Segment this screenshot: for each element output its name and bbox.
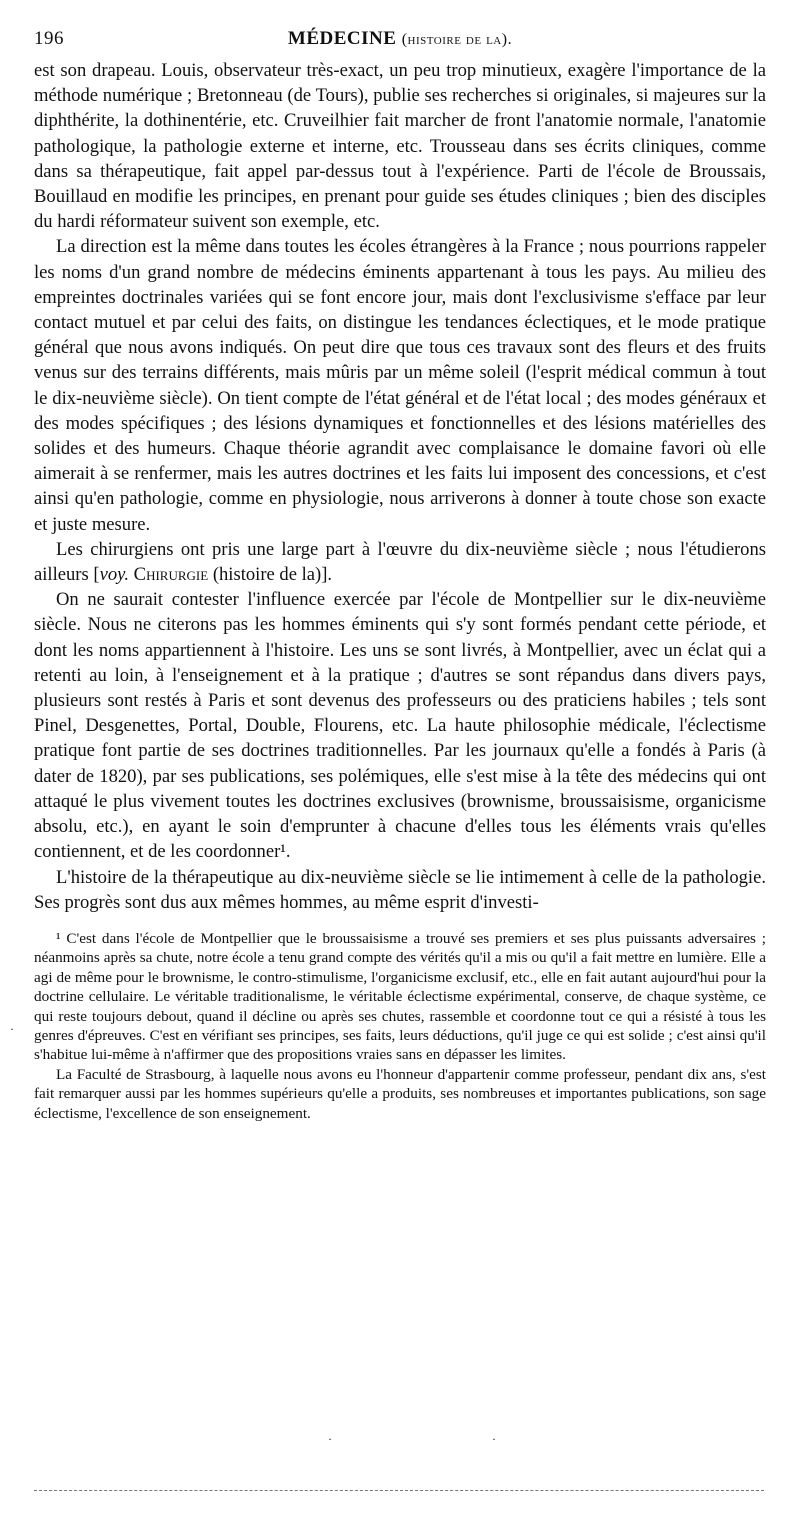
paragraph: La direction est la même dans toutes les écoles étrangères à la France ; nous pourrions rappeler les noms d'un grand nombre de médecins éminents appartenant à tous les pays. Au milieu des empreintes doctrinales variées qui se font encore jour, mais dont l'exclusivisme s'efface par leur contact mutuel et par celui des faits, on distingue les tendances éclectiques, et le mode pratique général que nous avons indiqués. On peut dire que tous ces travaux sont des fleurs et des fruits venus sur des terrains différents, mais mûris par un même soleil (l'esprit médical commun à tout le dix-neuvième siècle). On tient compte de l'état général et de l'état local ; des modes généraux et des modes spécifiques ; des lésions dynamiques et fonctionnelles et des lésions matérielles des solides et des humeurs. Chaque théorie agrandit avec complaisance le domaine favori où elle aimerait à se renfermer, mais les autres doctrines et les faits lui imposent des concessions, et c'est ainsi qu'en pathologie, comme en physiologie, nous arriverons à donner à toute chose son exacte et juste mesure. (34, 236, 766, 535)
paragraph (34, 537, 766, 587)
running-title (94, 28, 706, 50)
print-speck: · (328, 1432, 332, 1446)
footnote: ¹ C'est dans l'école de Montpellier que le broussaisisme a trouvé ses premiers et ses plus puissants adversaires ; néanmoins après sa chute, notre école a tenu grand compte des vérités qu'il a mis ou qu'il a fait mettre en lumière. Elle a agi de même pour le brownisme, le contro-stimulisme, l'organicisme exclusif, etc., elle en fait autant aujourd'hui pour la doctrine cellulaire. Le véritable traditionalisme, le véritable éclectisme expérimental, conserve, de chaque système, ce qui reste toujours debout, quand il décline ou après ses chutes, rassemble et coordonne tout ce qui a résisté à tous les genres d'épreuves. C'est en vérifiant ses principes, ses faits, leurs déductions, qu'il juge ce qui est solide ; c'est ainsi qu'il s'habitue lui-même à n'affirmer que des propositions vraies sans en dépasser les limites. (34, 929, 766, 1064)
page (34, 28, 766, 1123)
paragraph: L'histoire de la thérapeutique au dix-neuvième siècle se lie intimement à celle de la pathologie. Ses progrès sont dus aux mêmes hommes, au même esprit d'investi- (34, 866, 766, 913)
print-speck: · (492, 1432, 496, 1446)
paragraph-text-end: (histoire de la)]. (208, 564, 333, 586)
footnote: La Faculté de Strasbourg, à laquelle nous avons eu l'honneur d'appartenir comme professeur, pendant dix ans, s'est fait remarquer aussi par les hommes supérieurs qu'elle a produits, ses nombreuses et importantes publications, son sage éclectisme, l'excellence de son enseignement. (34, 1065, 766, 1122)
running-title-main: MÉDECINE (287, 28, 397, 49)
main-text (34, 58, 766, 915)
paragraph-text: Les chirurgiens ont pris une large part à l'œuvre du dix-neuvième siècle ; nous l'étudierons ailleurs [ (34, 538, 766, 586)
print-speck: · (10, 1022, 14, 1036)
running-header (34, 28, 766, 58)
page-number: 196 (34, 28, 64, 49)
footnotes (34, 929, 766, 1123)
running-title-sub: (histoire de la). (401, 31, 513, 48)
page-bottom-rule (34, 1490, 764, 1491)
cross-reference-title: Chirurgie (129, 564, 209, 586)
cross-reference-abbrev: voy. (99, 564, 130, 586)
paragraph: est son drapeau. Louis, observateur très-exact, un peu trop minutieux, exagère l'importance de la méthode numérique ; Bretonneau (de Tours), publie ses recherches si originales, si majeures sur la diphthérite, la dothinentérie, etc. Cruveilhier fait marcher de front l'anatomie normale, l'anatomie pathologique, la pathologie externe et interne, etc. Trousseau dans ses écrits cliniques, comme dans sa thérapeutique, fait appel par-dessus tout à l'expérience. Parti de l'école de Broussais, Bouillaud en modifie les principes, en prenant pour guide ses études cliniques ; bien des disciples du hardi réformateur suivent son exemple, etc. (34, 60, 766, 233)
paragraph: On ne saurait contester l'influence exercée par l'école de Montpellier sur le dix-neuvième siècle. Nous ne citerons pas les hommes éminents qui s'y sont formés pendant cette période, et dont les noms appartiennent à l'histoire. Les uns se sont livrés, à Montpellier, avec un éclat qui a retenti au loin, à l'enseignement et à la pratique ; d'autres se sont répandus dans divers pays, plusieurs sont restés à Paris et sont devenus des professeurs ou des praticiens habiles ; tels sont Pinel, Desgenettes, Portal, Double, Flourens, etc. La haute philosophie médicale, l'éclectisme pratique font partie de ses doctrines traditionnelles. Par les journaux qu'elle a fondés à Paris (à dater de 1820), par ses publications, ses polémiques, elle s'est mise à la tête des médecins qui ont attaqué le plus vivement toutes les doctrines exclusives (brownisme, broussaisisme, organicisme absolu, etc.), en ayant le soin d'emprunter à chacune d'elles tous les éléments vrais qu'elles contiennent, et de les coordonner¹. (34, 589, 766, 863)
